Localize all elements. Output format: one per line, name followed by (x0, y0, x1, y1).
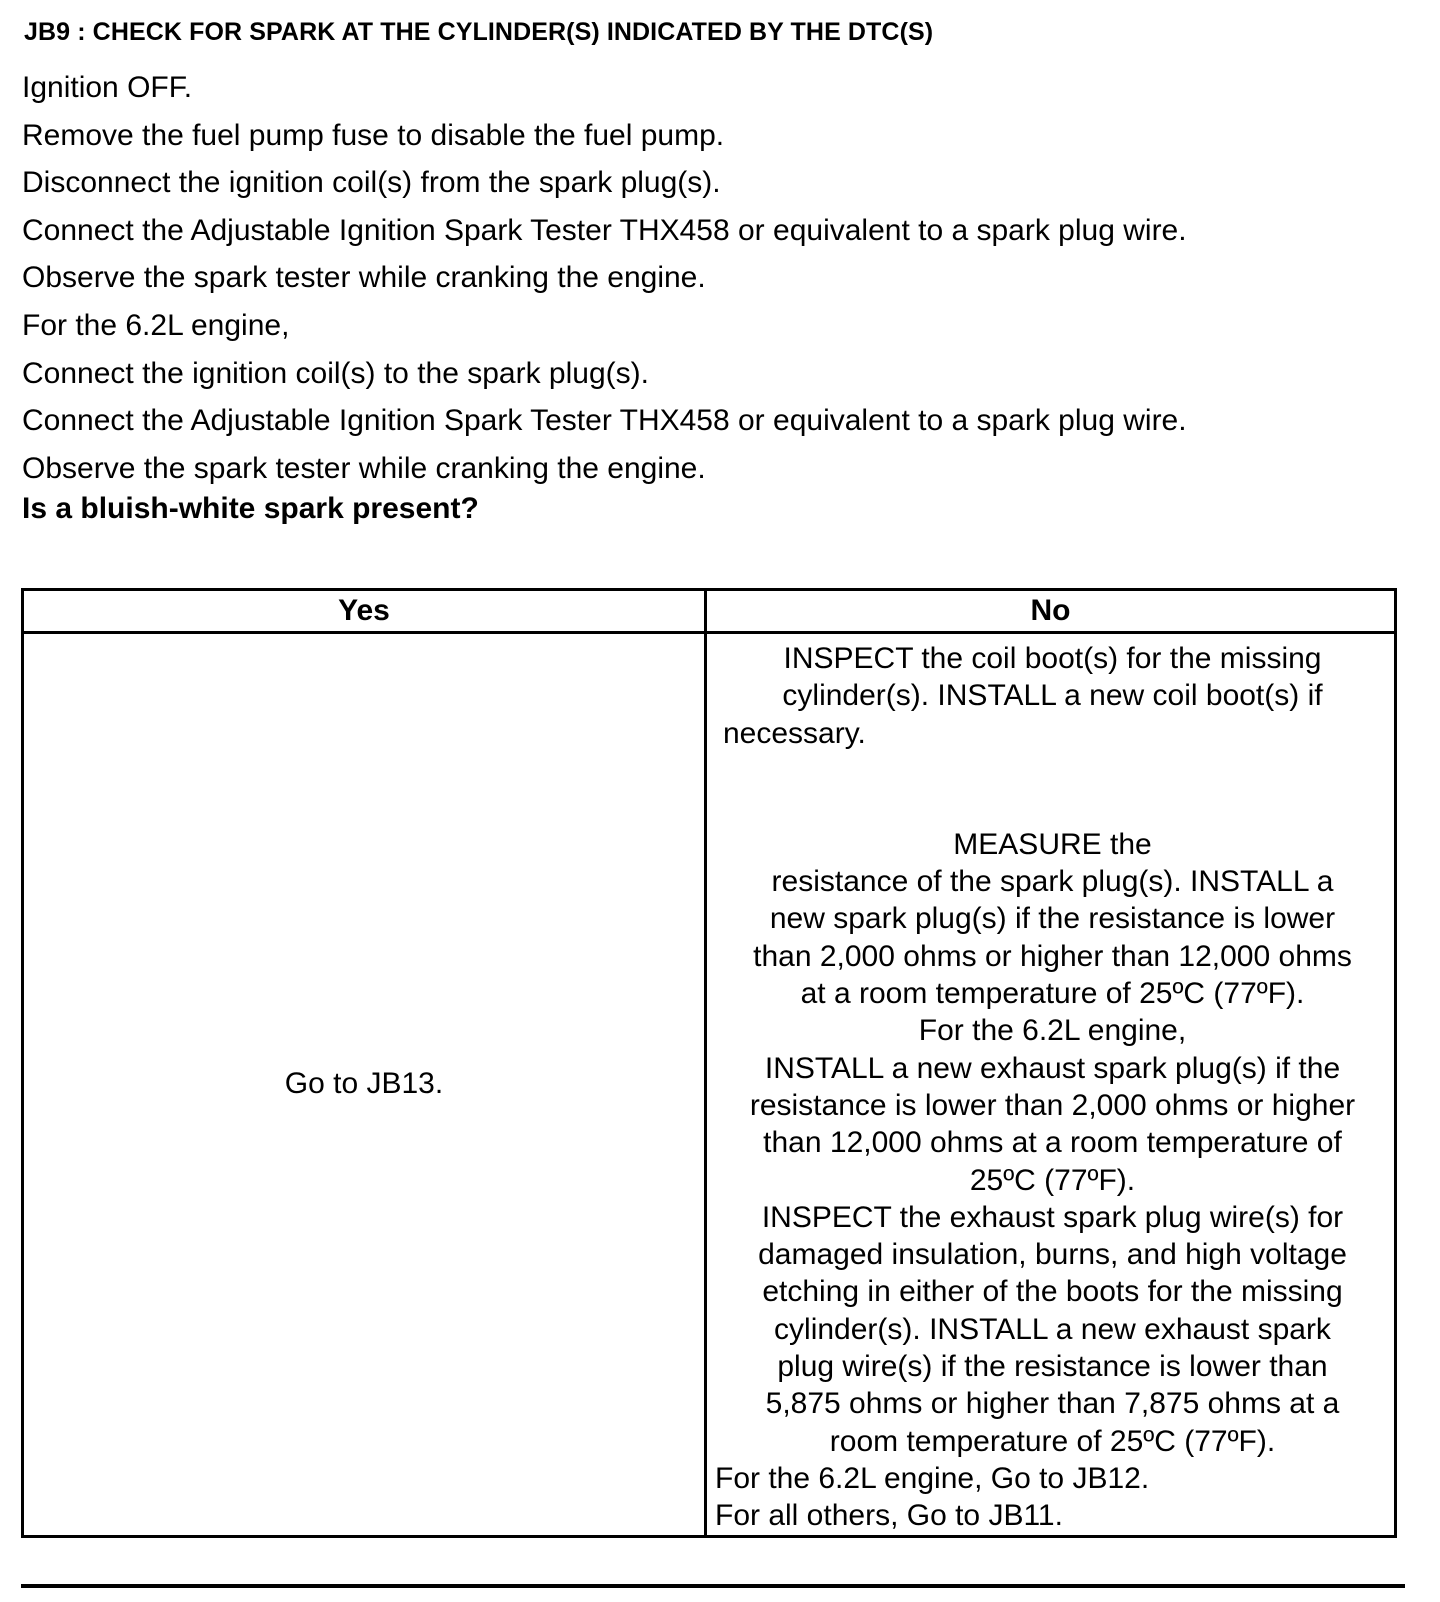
engine-62-line: INSTALL a new exhaust spark plug(s) if the (764, 1051, 1341, 1085)
engine-62-instruction (707, 1012, 1394, 1198)
table-row (23, 633, 1396, 1537)
coil-boot-line: INSPECT the coil boot(s) for the missing (783, 642, 1322, 675)
spacer (707, 752, 1394, 826)
spark-plug-line: than 2,000 ohms or higher than 12,000 ohms (753, 939, 1352, 973)
goto-jb11: For all others, Go to JB11. (715, 1499, 1063, 1533)
step-ignition-off: Ignition OFF. (22, 71, 193, 104)
step-connect-tester: Connect the Adjustable Ignition Spark Tester THX458 or equivalent to a spark plug wire. (22, 213, 1187, 247)
procedure-heading: JB9 : CHECK FOR SPARK AT THE CYLINDER(S) INDICATED BY THE DTC(S) (24, 18, 934, 46)
goto-jb12: For the 6.2L engine, Go to JB12. (715, 1461, 1150, 1495)
spark-plug-line: new spark plug(s) if the resistance is lower (769, 902, 1336, 936)
engine-62-line: resistance is lower than 2,000 ohms or higher (749, 1088, 1356, 1122)
step-engine-62: For the 6.2L engine, (22, 308, 290, 342)
plug-wire-line: etching in either of the boots for the missing (762, 1275, 1343, 1309)
coil-boot-line: necessary. (723, 716, 866, 750)
engine-62-line: than 12,000 ohms at a room temperature of (763, 1126, 1342, 1160)
step-connect-tester-62: Connect the Adjustable Ignition Spark Tester THX458 or equivalent to a spark plug wire. (22, 404, 1187, 438)
yes-no-table (21, 588, 1397, 1538)
spark-plug-line: at a room temperature of 25ºC (77ºF). (800, 977, 1305, 1011)
plug-wire-line: INSPECT the exhaust spark plug wire(s) for (761, 1200, 1344, 1234)
step-disconnect-coils: Disconnect the ignition coil(s) from the spark plug(s). (22, 166, 721, 200)
footer-divider (21, 1584, 1405, 1588)
plug-wire-line: 5,875 ohms or higher than 7,875 ohms at a (765, 1387, 1340, 1421)
plug-wire-line: cylinder(s). INSTALL a new exhaust spark (774, 1312, 1331, 1346)
plug-wire-line: room temperature of 25ºC (77ºF). (829, 1424, 1276, 1458)
plug-wire-instruction (707, 1199, 1394, 1460)
yes-header: Yes (23, 590, 706, 633)
step-observe-tester-62: Observe the spark tester while cranking the engine. (22, 451, 706, 485)
next-step-instructions (707, 1460, 1394, 1535)
diagnostic-question: Is a bluish-white spark present? (22, 492, 479, 525)
yes-cell (23, 633, 706, 1537)
procedure-steps (22, 64, 1187, 492)
plug-wire-line: damaged insulation, burns, and high voltage (758, 1238, 1347, 1272)
yes-action: Go to JB13. (284, 1067, 444, 1101)
table-header-row (23, 590, 1396, 633)
no-header: No (706, 590, 1396, 633)
spark-plug-line: resistance of the spark plug(s). INSTALL a (771, 865, 1334, 899)
spark-plug-line: MEASURE the (953, 827, 1152, 861)
engine-62-line: For the 6.2L engine, (918, 1014, 1187, 1048)
step-remove-fuse: Remove the fuel pump fuse to disable the fuel pump. (22, 118, 725, 152)
spark-plug-instruction (707, 826, 1394, 1012)
coil-boot-line: cylinder(s). INSTALL a new coil boot(s) if (782, 679, 1323, 713)
step-connect-coils: Connect the ignition coil(s) to the spark plug(s). (22, 356, 649, 390)
no-cell (706, 633, 1396, 1537)
engine-62-line: 25ºC (77ºF). (969, 1163, 1136, 1197)
plug-wire-line: plug wire(s) if the resistance is lower than (777, 1350, 1328, 1384)
coil-boot-instruction (707, 634, 1394, 752)
step-observe-tester: Observe the spark tester while cranking the engine. (22, 261, 706, 295)
